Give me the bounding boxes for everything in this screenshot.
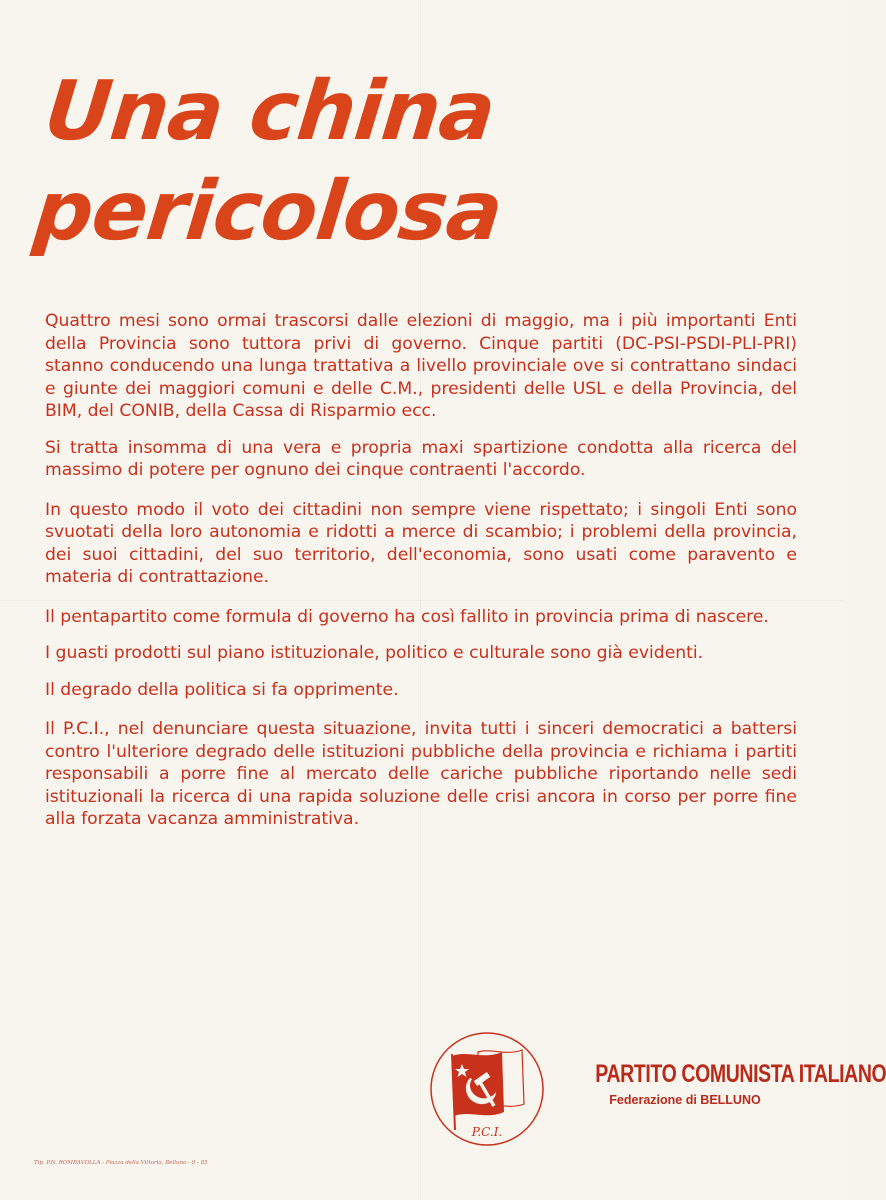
printer-credit: Tip. P.N. ROMBAVOLLA - Piazza della Vittoria, Belluno - 9 - 85: [34, 1160, 208, 1166]
paragraph-5: I guasti prodotti sul piano istituzionale, politico e culturale sono già evidenti.: [45, 643, 704, 663]
body-text: [45, 310, 797, 845]
paragraph-3: In questo modo il voto dei cittadini non sempre viene rispettato; i singoli Enti sono svuotati della loro autonomia e ridotti a merce di scambio; i problemi della provincia, dei suoi cittadini, del suo territorio, dell'economia, sono usati come paravento e materia di contrattazione.: [45, 499, 797, 587]
party-federation: Federazione di BELLUNO: [609, 1093, 761, 1107]
title-line-1: Una china: [40, 64, 499, 159]
title-line-2: pericolosa: [29, 164, 507, 259]
paragraph-6: Il degrado della politica si fa opprimente.: [45, 679, 399, 700]
poster-title: [29, 62, 810, 262]
hammer-sickle-flag-icon: [428, 1030, 546, 1148]
paragraph-7: Il P.C.I., nel denunciare questa situazione, invita tutti i sinceri democratici a battersi contro l'ulteriore degrado delle istituzioni pubbliche della provincia e richiama i partiti responsabili a porre fine al mercato delle cariche pubbliche riportando nelle sedi istituzionali la ricerca di una rapida soluzione delle crisi ancora in corso per porre fine alla forzata vacanza amministrativa.: [45, 719, 797, 829]
paragraph-1: Quattro mesi sono ormai trascorsi dalle elezioni di maggio, ma i più importanti Enti della Provincia sono tuttora privi di governo. Cinque partiti (DC-PSI-PSDI-PLI-PRI) stanno conducendo una lunga trattativa a livello provinciale ove si contrattano sindaci e giunte dei maggiori comuni e delle C.M., presidenti delle USL e della Provincia, del BIM, del CONIB, della Cassa di Risparmio ecc.: [45, 311, 797, 421]
paragraph-4: Il pentapartito come formula di governo ha così fallito in provincia prima di nascere.: [45, 606, 769, 627]
party-name: PARTITO COMUNISTA ITALIANO: [595, 1060, 886, 1088]
logo-caption: P.C.I.: [471, 1125, 503, 1139]
pci-logo: [428, 1030, 546, 1148]
party-signature: [570, 1060, 886, 1107]
paragraph-2: Si tratta insomma di una vera e propria maxi spartizione condotta alla ricerca del massimo di potere per ognuno dei cinque contraenti l'accordo.: [45, 437, 797, 480]
